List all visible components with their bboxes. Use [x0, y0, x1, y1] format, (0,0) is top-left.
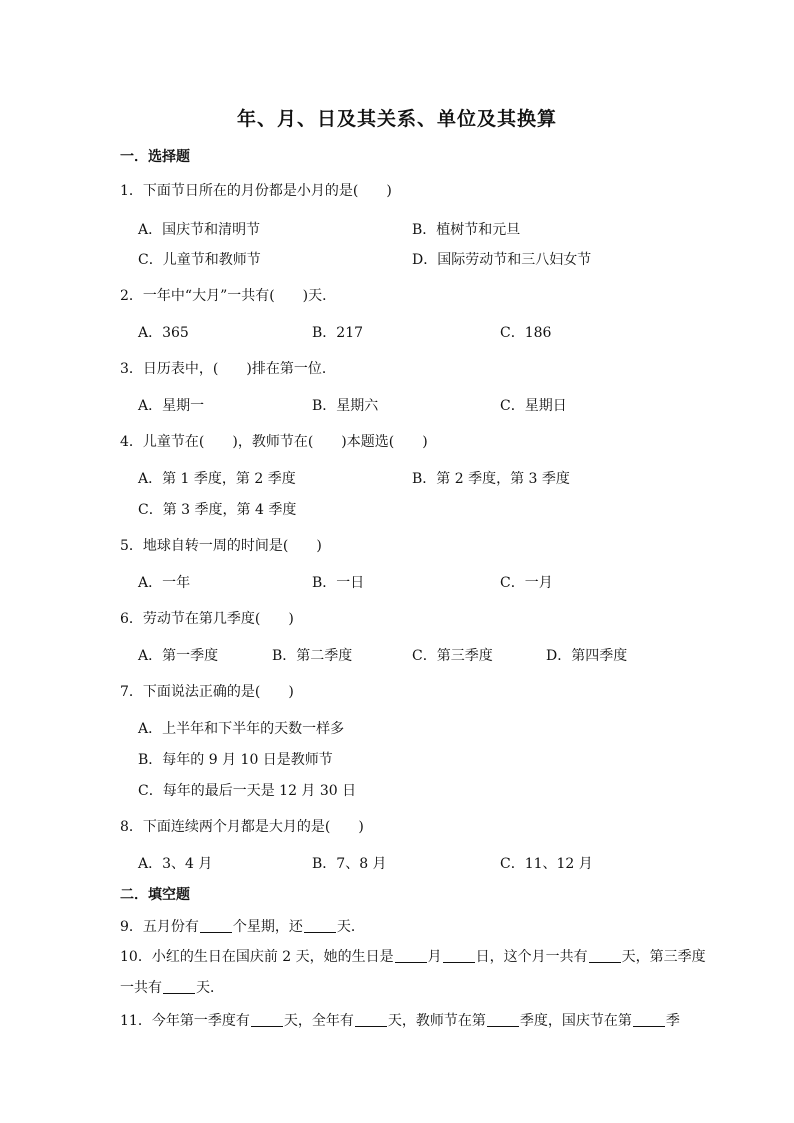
- question-3-option-b: B．星期六: [312, 398, 379, 414]
- question-6-option-c: C．第三季度: [412, 648, 493, 664]
- question-1: 1．下面节日所在的月份都是小月的是( ): [120, 183, 392, 199]
- section-heading-fill-in: 二．填空题: [120, 887, 190, 903]
- question-5-option-a: A．一年: [138, 575, 191, 591]
- question-1-option-d: D．国际劳动节和三八妇女节: [412, 252, 592, 268]
- question-8-option-b: B．7、8 月: [312, 856, 387, 872]
- question-11-text-1: 11．今年第一季度有: [120, 1013, 250, 1029]
- question-6-option-b: B．第二季度: [272, 648, 353, 664]
- answer-blank[interactable]: [355, 1012, 387, 1027]
- question-9: [120, 916, 365, 936]
- question-9-text-2: 个星期，还: [232, 919, 303, 935]
- question-6-option-d: D．第四季度: [546, 648, 628, 664]
- answer-blank[interactable]: [589, 948, 621, 963]
- question-10-text-3: 日，这个月一共有: [475, 949, 588, 965]
- question-7: 7．下面说法正确的是( ): [120, 684, 294, 700]
- answer-blank[interactable]: [163, 979, 195, 994]
- question-10-text-5: 一共有: [120, 980, 162, 996]
- question-2-option-b: B．217: [312, 325, 364, 341]
- question-10-text-2: 月: [427, 949, 442, 965]
- question-6: 6．劳动节在第几季度( ): [120, 611, 294, 627]
- question-7-option-b: B．每年的 9 月 10 日是教师节: [138, 752, 333, 768]
- answer-blank[interactable]: [251, 1012, 283, 1027]
- question-3-option-a: A．星期一: [138, 398, 205, 414]
- question-1-option-b: B．植树节和元旦: [412, 222, 521, 238]
- answer-blank[interactable]: [443, 948, 475, 963]
- question-4-option-a: A．第 1 季度，第 2 季度: [138, 471, 296, 487]
- question-6-option-a: A．第一季度: [138, 648, 219, 664]
- question-2-option-c: C．186: [500, 325, 552, 341]
- question-3: 3．日历表中，( )排在第一位．: [120, 361, 336, 377]
- question-11: [120, 1010, 680, 1030]
- question-10-text-4: 天，第三季度: [621, 949, 706, 965]
- question-7-option-a: A．上半年和下半年的天数一样多: [138, 721, 345, 737]
- question-10-line-2: [120, 977, 224, 997]
- question-11-text-4: 季度，国庆节在第: [519, 1013, 632, 1029]
- question-7-option-c: C．每年的最后一天是 12 月 30 日: [138, 783, 357, 799]
- page-title: 年、月、日及其关系、单位及其换算: [236, 108, 557, 130]
- question-2-option-a: A．365: [138, 325, 189, 341]
- question-8-option-c: C．11、12 月: [500, 856, 593, 872]
- question-1-option-a: A．国庆节和清明节: [138, 222, 261, 238]
- question-2: 2．一年中“大月”一共有( )天．: [120, 288, 337, 304]
- question-11-text-5: 季: [665, 1013, 680, 1029]
- question-4: 4．儿童节在( )，教师节在( )本题选( ): [120, 434, 428, 450]
- question-11-text-2: 天，全年有: [283, 1013, 354, 1029]
- answer-blank[interactable]: [395, 948, 427, 963]
- answer-blank[interactable]: [304, 918, 336, 933]
- question-5-option-b: B．一日: [312, 575, 365, 591]
- question-10-text-6: 天．: [196, 980, 224, 996]
- question-5: 5．地球自转一周的时间是( ): [120, 538, 322, 554]
- question-8: 8．下面连续两个月都是大月的是( ): [120, 819, 364, 835]
- question-10-text-1: 10．小红的生日在国庆前 2 天，她的生日是: [120, 949, 394, 965]
- question-4-option-c: C．第 3 季度，第 4 季度: [138, 502, 297, 518]
- answer-blank[interactable]: [633, 1012, 665, 1027]
- answer-blank[interactable]: [487, 1012, 519, 1027]
- question-4-option-b: B．第 2 季度，第 3 季度: [412, 471, 570, 487]
- question-10: [120, 946, 706, 966]
- question-1-option-c: C．儿童节和教师节: [138, 252, 261, 268]
- answer-blank[interactable]: [200, 918, 232, 933]
- question-9-text-1: 9．五月份有: [120, 919, 199, 935]
- section-heading-choice: 一．选择题: [120, 149, 190, 165]
- question-9-text-3: 天．: [336, 919, 365, 935]
- question-11-text-3: 天，教师节在第: [387, 1013, 486, 1029]
- question-8-option-a: A．3、4 月: [138, 856, 213, 872]
- question-3-option-c: C．星期日: [500, 398, 567, 414]
- question-5-option-c: C．一月: [500, 575, 553, 591]
